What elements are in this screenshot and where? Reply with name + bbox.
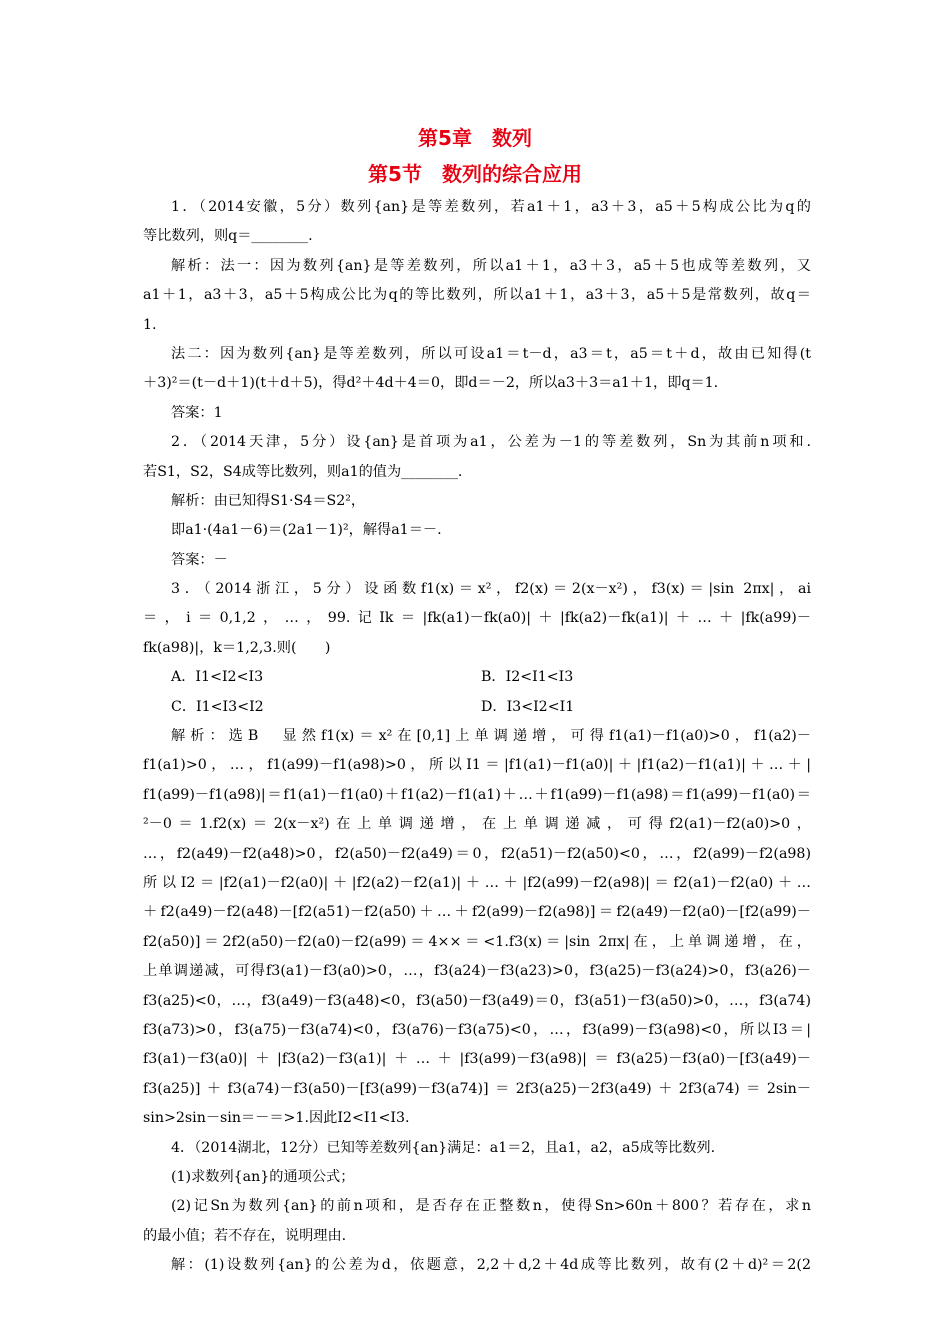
text-line: 所以I2＝|f2(a1)－f2(a0)|＋|f2(a2)－f2(a1)|＋…＋|f2(a99)－f2(a98)|＝f2(a1)－f2(a0)＋…: [143, 874, 811, 891]
text-line: 4．（2014湖北，12分）已知等差数列{an}满足：a1＝2，且a1，a2，a5成等比数列.: [171, 1139, 716, 1156]
text-line: f3(a25)]＋f3(a74)－f3(a50)－[f3(a99)－f3(a74)]＝2f3(a25)－2f3(a49)＋2f3(a74)＝2sin－: [143, 1080, 811, 1097]
text-line: 2．（2014天津，5分）设{an}是首项为a1，公差为－1的等差数列，Sn为其前n项和.: [171, 434, 811, 451]
text-line: (1)求数列{an}的通项公式；: [171, 1168, 355, 1185]
text-line: 等比数列，则q＝________.: [143, 228, 313, 245]
text-line: f3(a25)<0，…，f3(a49)－f3(a48)<0，f3(a50)－f3(a49)＝0，f3(a51)－f3(a50)>0，…，f3(a74): [143, 992, 811, 1009]
text-line: 的最小值；若不存在，说明理由.: [143, 1227, 347, 1244]
text-line: 答案：1: [171, 404, 223, 421]
answer-options-row: [143, 663, 811, 692]
text-line: ＝，i＝0,1,2，…，99.记Ik＝|fk(a1)－fk(a0)|＋|fk(a2)－fk(a1)|＋…＋|fk(a99)－: [143, 610, 811, 627]
text-line: 若S1，S2，S4成等比数列，则a1的值为________.: [143, 463, 463, 480]
text-line: f3(a1)－f3(a0)|＋|f3(a2)－f3(a1)|＋…＋|f3(a99)－f3(a98)|＝f3(a25)－f3(a0)－[f3(a49)－: [143, 1051, 811, 1068]
answer-option: D．I3<I2<I1: [481, 698, 575, 715]
answer-option: B．I2<I1<I3: [481, 669, 574, 686]
text-line: f1(a99)－f1(a98)|＝f1(a1)－f1(a0)＋f1(a2)－f1(a1)＋…＋f1(a99)－f1(a98)＝f1(a99)－f1(a0)＝: [143, 786, 811, 803]
answer-option: A．I1<I2<I3: [171, 669, 264, 686]
text-line: ²－0＝1.f2(x)＝2(x－x²)在上单调递增，在上单调递减，可得f2(a1)－f2(a0)>0，: [143, 816, 811, 833]
text-line: f3(a73)>0，f3(a75)－f3(a74)<0，f3(a76)－f3(a75)<0，…，f3(a99)－f3(a98)<0，所以I3＝|: [143, 1021, 811, 1038]
text-line: 答案：－: [171, 551, 228, 568]
text-line: 解析：法一：因为数列{an}是等差数列，所以a1＋1，a3＋3，a5＋5也成等差数列，又: [171, 257, 811, 274]
text-line: 3．（2014浙江，5分）设函数f1(x)＝x²，f2(x)＝2(x－x²)，f3(x)＝|sin 2πx|，ai: [171, 581, 811, 598]
document-body: [143, 193, 811, 1280]
text-line: ＋f2(a49)－f2(a48)－[f2(a51)－f2(a50)＋…＋f2(a99)－f2(a98)]＝f2(a49)－f2(a0)－[f2(a99)－: [143, 904, 811, 921]
text-line: f1(a1)>0，…，f1(a99)－f1(a98)>0，所以I1＝|f1(a1)－f1(a0)|＋|f1(a2)－f1(a1)|＋…＋|: [143, 757, 811, 774]
text-line: …，f2(a49)－f2(a48)>0，f2(a50)－f2(a49)＝0，f2(a51)－f2(a50)<0，…，f2(a99)－f2(a98): [143, 845, 811, 862]
text-line: 上单调递减，可得f3(a1)－f3(a0)>0，…，f3(a24)－f3(a23)>0，f3(a25)－f3(a24)>0，f3(a26)－: [143, 963, 811, 980]
text-line: 即a1·(4a1－6)＝(2a1－1)²，解得a1＝－.: [171, 522, 442, 539]
text-line: 1．（2014安徽，5分）数列{an}是等差数列，若a1＋1，a3＋3，a5＋5构成公比为q的: [171, 199, 811, 215]
text-line: f2(a50)]＝2f2(a50)－f2(a0)－f2(a99)＝4××＝<1.f3(x)＝|sin 2πx|在，上单调递增，在，: [143, 933, 811, 950]
answer-options-row: [143, 693, 811, 722]
chapter-title: 第5章 数列: [418, 126, 532, 150]
text-line: ＋3)²＝(t－d＋1)(t＋d＋5)，得d²＋4d＋4＝0，即d＝－2，所以a3＋3＝a1＋1，即q＝1.: [143, 375, 719, 392]
text-line: 1.: [143, 316, 157, 333]
text-line: a1＋1，a3＋3，a5＋5构成公比为q的等比数列，所以a1＋1，a3＋3，a5＋5是常数列，故q＝: [143, 287, 811, 304]
answer-option: C．I1<I3<I2: [171, 698, 264, 715]
text-line: 解析：由已知得S1·S4＝S2²，: [171, 492, 366, 509]
text-line: 解析：选B 显然f1(x)＝x²在[0,1]上单调递增，可得f1(a1)－f1(a0)>0，f1(a2)－: [171, 728, 811, 745]
section-title: 第5节 数列的综合应用: [368, 162, 582, 186]
text-line: fk(a98)|，k＝1,2,3.则( ): [143, 639, 331, 656]
text-line: 解：(1)设数列{an}的公差为d，依题意，2,2＋d,2＋4d成等比数列，故有(2＋d)²＝2(2: [171, 1257, 811, 1274]
text-line: sin>2sin－sin＝－＝>1.因此I2<I1<I3.: [143, 1110, 410, 1127]
text-line: 法二：因为数列{an}是等差数列，所以可设a1＝t－d，a3＝t，a5＝t＋d，故由已知得(t: [171, 345, 811, 362]
text-line: (2)记Sn为数列{an}的前n项和，是否存在正整数n，使得Sn>60n＋800？若存在，求n: [171, 1198, 811, 1215]
